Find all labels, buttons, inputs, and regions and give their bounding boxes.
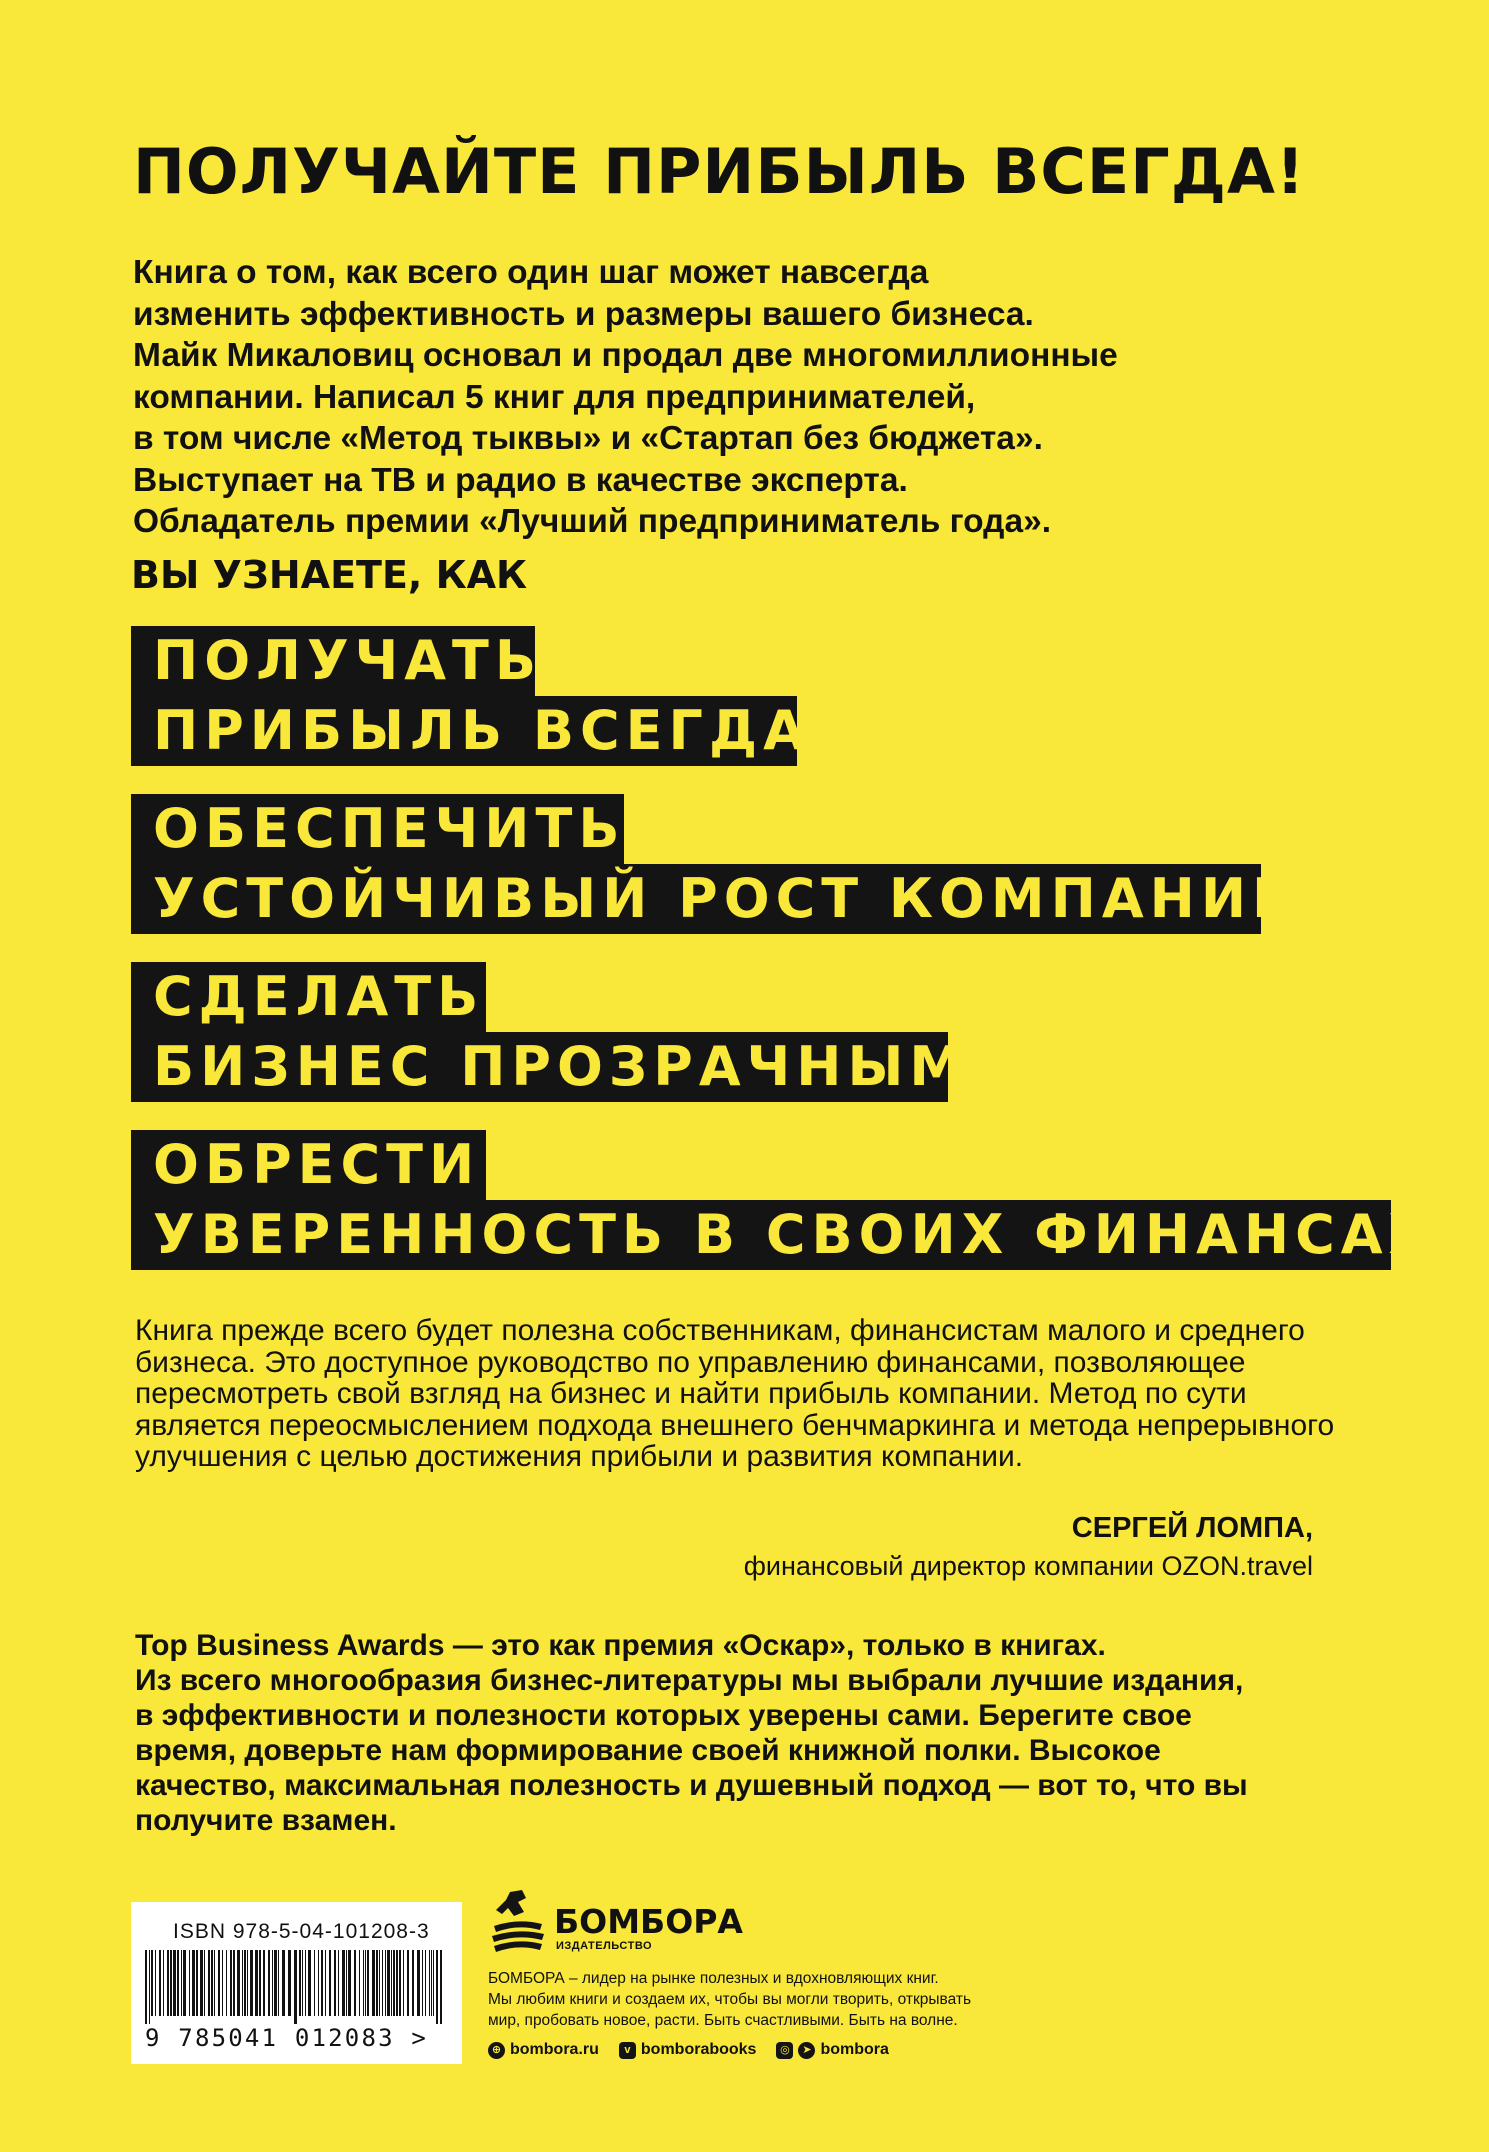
barcode-bar (308, 1950, 311, 2016)
publisher-desc-line: мир, пробовать новое, расти. Быть счастливыми. Быть на волне. (488, 2012, 958, 2029)
barcode-bar (183, 1950, 186, 2016)
intro-line: Обладатель премии «Лучший предприниматель года». (133, 503, 1052, 540)
barcode-bar (338, 1950, 339, 2016)
barcode-bar (354, 1950, 356, 2016)
barcode-bar (159, 1950, 161, 2016)
vk-icon: v (619, 2042, 636, 2059)
social-vk (619, 2041, 757, 2059)
barcode-bar (318, 1950, 319, 2016)
barcode-bar (177, 1950, 179, 2016)
barcode-bar (372, 1950, 375, 2016)
barcode-bar (346, 1950, 347, 2016)
globe-icon: ⊕ (488, 2042, 505, 2059)
benefit-line2: ПРИБЫЛЬ ВСЕГДА (131, 696, 797, 766)
review-line: пересмотреть свой взгляд на бизнес и найти прибыль компании. Метод по сути (135, 1377, 1247, 1410)
barcode-bar (379, 1950, 380, 2016)
barcode-bar (348, 1950, 351, 2016)
barcode-bar (302, 1950, 303, 2016)
isbn-digits: 9 785041 012083 > (145, 2024, 429, 2052)
barcode-bar (204, 1950, 205, 2016)
barcode-bar (325, 1950, 326, 2016)
barcode-bar (393, 1950, 395, 2016)
barcode-bar (407, 1950, 409, 2016)
barcode-bar (244, 1950, 246, 2016)
intro-text (133, 252, 1433, 543)
barcode-bar (363, 1950, 364, 2016)
barcode-bar (342, 1950, 345, 2016)
review-line: Книга прежде всего будет полезна собственникам, финансистам малого и среднего (135, 1314, 1305, 1347)
barcode-bar (211, 1950, 213, 2016)
barcode-bar (391, 1950, 392, 2016)
intro-line: Книга о том, как всего один шаг может навсегда (133, 254, 929, 291)
instagram-icon: ◎ (776, 2042, 793, 2059)
learn-heading: ВЫ УЗНАЕТЕ, КАК (131, 553, 528, 597)
barcode-bar (181, 1950, 182, 2016)
review-line: бизнеса. Это доступное руководство по управлению финансами, позволяющее (135, 1345, 1246, 1379)
publisher-subtitle: ИЗДАТЕЛЬСТВО (556, 1940, 653, 1952)
benefit-line2: БИЗНЕС ПРОЗРАЧНЫМ (131, 1032, 948, 1102)
barcode-bar (247, 1950, 248, 2016)
barcode-bar (196, 1950, 198, 2016)
barcode-bar (274, 1950, 277, 2016)
publisher-description (488, 1968, 1048, 2031)
social-label: bombora (820, 2041, 889, 2058)
benefit-line2: УВЕРЕННОСТЬ В СВОИХ ФИНАНСАХ (131, 1200, 1391, 1270)
author-name: СЕРГЕЙ ЛОМПА, (1071, 1512, 1313, 1544)
barcode-bar (259, 1950, 261, 2016)
tba-line: Из всего многообразия бизнес-литературы мы выбрали лучшие издания, (135, 1664, 1244, 1697)
social-instagram-telegram (776, 2041, 888, 2059)
barcode-bar (314, 1950, 315, 2016)
barcode-bar (263, 1950, 265, 2016)
intro-line: Выступает на ТВ и радио в качестве эксперта. (133, 461, 908, 499)
barcode-bar (170, 1950, 172, 2016)
isbn-label: ISBN 978-5-04-101208-3 (173, 1920, 430, 1943)
top-business-awards-text (135, 1628, 1425, 1838)
headline: ПОЛУЧАЙТЕ ПРИБЫЛЬ ВСЕГДА! (133, 135, 1306, 208)
social-label: bombora.ru (510, 2041, 599, 2058)
barcode-bar (417, 1950, 420, 2016)
barcode-bar (214, 1950, 215, 2016)
barcode-bar (431, 1950, 432, 2016)
publisher-name: БОМБОРА (554, 1902, 743, 1941)
barcode-bar (382, 1950, 383, 2016)
tba-line: Top Business Awards — это как премия «Оскар», только в книгах. (135, 1629, 1106, 1662)
barcode-bar (250, 1950, 253, 2016)
telegram-icon: ➤ (798, 2042, 815, 2059)
barcode-bar (230, 1950, 232, 2016)
barcode-bar (282, 1950, 285, 2016)
barcode-bar (305, 1950, 306, 2016)
barcode-bar (278, 1950, 279, 2016)
author-role: финансовый директор компании OZON.travel (743, 1551, 1313, 1581)
benefit-line1: СДЕЛАТЬ (131, 962, 486, 1032)
barcode-bar (334, 1950, 336, 2016)
publisher-socials (488, 2041, 889, 2059)
publisher-desc-line: БОМБОРА – лидер на рынке полезных и вдохновляющих книг. (488, 1970, 939, 1987)
barcode-bar (376, 1950, 378, 2016)
barcode-bar (385, 1950, 386, 2016)
review-line: является переосмыслением подхода внешнего бенчмаркинга и метода непрерывного (135, 1408, 1335, 1442)
barcode-bar (412, 1950, 414, 2016)
publisher-desc-line: Мы любим книги и создаем их, чтобы вы могли творить, открывать (488, 1991, 972, 2008)
barcode-bar (255, 1950, 258, 2016)
benefit-line1: ОБРЕСТИ (131, 1130, 486, 1200)
barcode-bar (242, 1950, 243, 2016)
barcode-bar (403, 1950, 404, 2016)
barcode-bar (440, 1950, 442, 2024)
intro-line: компании. Написал 5 книг для предпринимателей, (133, 378, 976, 416)
barcode-bar (226, 1950, 227, 2016)
barcode-bar (208, 1950, 210, 2016)
barcode-bar (218, 1950, 220, 2016)
barcode-bar (151, 1950, 153, 2016)
barcode-bar (268, 1950, 270, 2016)
bombora-logo-icon (488, 1888, 548, 1952)
barcode-bar (425, 1950, 426, 2016)
review-author (744, 1512, 1313, 1582)
barcode-bar (399, 1950, 401, 2016)
isbn-barcode (131, 1902, 462, 2064)
barcode-bar (149, 1950, 150, 2024)
benefit-line1: ПОЛУЧАТЬ (131, 626, 535, 696)
tba-line: качество, максимальная полезность и душевный подход — вот то, что вы (135, 1769, 1248, 1802)
barcode-bar (167, 1950, 169, 2016)
benefit-line2: УСТОЙЧИВЫЙ РОСТ КОМПАНИИ (131, 864, 1261, 934)
barcode-bar (367, 1950, 369, 2016)
barcode-bar (387, 1950, 390, 2016)
barcode-bar (329, 1950, 331, 2016)
review-quote (135, 1315, 1375, 1473)
barcode-bar (163, 1950, 164, 2016)
barcode-bar (145, 1950, 147, 2024)
social-website (488, 2041, 599, 2059)
barcode-bar (237, 1950, 240, 2016)
barcode-bar (192, 1950, 195, 2016)
barcode-bar (396, 1950, 398, 2016)
barcode-bar (429, 1950, 430, 2016)
social-label: bomborabooks (640, 2041, 757, 2058)
tba-line: получите взамен. (135, 1804, 397, 1837)
review-line: улучшения с целью достижения прибыли и развития компании. (135, 1440, 1024, 1473)
tba-line: в эффективности и полезности которых уверены сами. Берегите свое (135, 1699, 1192, 1732)
barcode-bar (321, 1950, 323, 2016)
barcode-bar (436, 1950, 438, 2024)
barcode-bar (200, 1950, 203, 2016)
barcode-bar (155, 1950, 156, 2016)
tba-line: время, доверьте нам формирование своей книжной полки. Высокое (135, 1734, 1161, 1767)
barcode-bar (433, 1950, 434, 2016)
barcode-bar (173, 1950, 176, 2016)
barcode-bar (233, 1950, 235, 2016)
intro-line: в том числе «Метод тыквы» и «Стартап без бюджета». (133, 420, 1043, 457)
barcode-bar (365, 1950, 366, 2016)
barcode-icon (145, 1950, 447, 2024)
barcode-bar (272, 1950, 273, 2016)
benefit-line1: ОБЕСПЕЧИТЬ (131, 794, 624, 864)
intro-line: Майк Микаловиц основал и продал две многомиллионные (133, 337, 1118, 374)
barcode-bar (222, 1950, 223, 2016)
barcode-bar (299, 1950, 301, 2016)
barcode-bar (422, 1950, 423, 2016)
barcode-bar (189, 1950, 190, 2016)
barcode-bar (294, 1950, 297, 2024)
barcode-bar (288, 1950, 291, 2016)
intro-line: изменить эффективность и размеры вашего бизнеса. (133, 295, 1034, 333)
barcode-bar (359, 1950, 360, 2016)
